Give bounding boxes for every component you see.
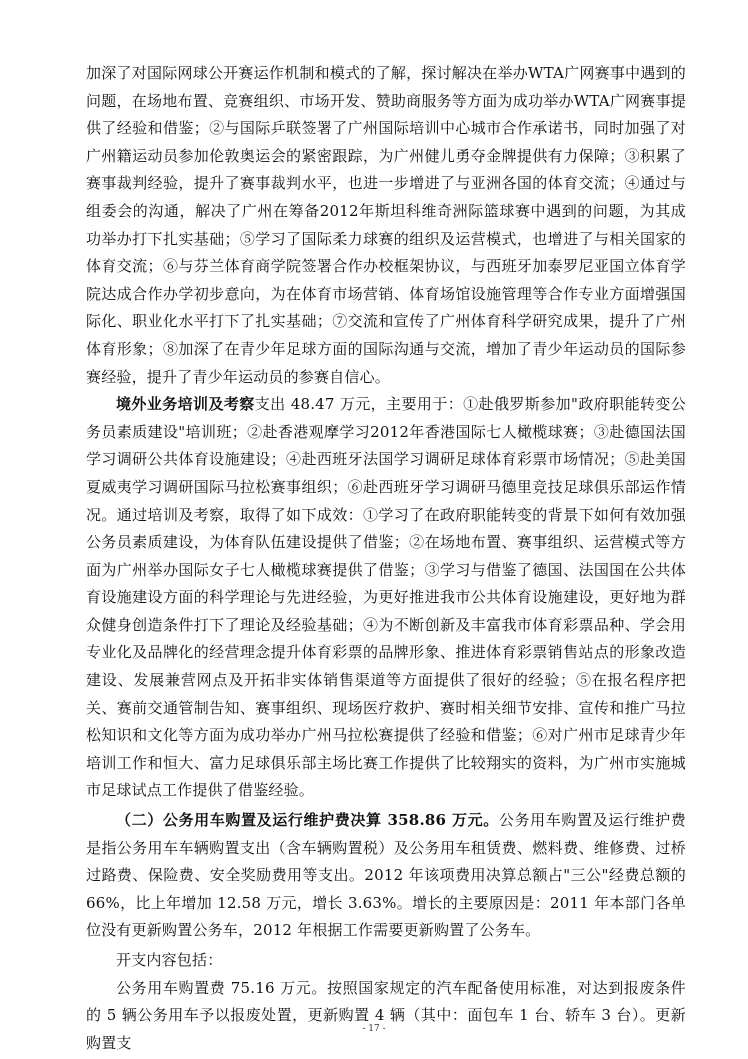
vehicle-costs-body: 公务用车购置及运行维护费是指公务用车车辆购置支出（含车辆购置税）及公务用车租赁费、燃料费、维修费、过桥过路费、保险费、安全奖励费用等支出。2012 年该项费用决算总额占"三公"经费总额的 66%，比上年增加 12.58 万元，增长 3.63%。增长的主要原因是：2011 年本部门各单位没有更新购置公务车，2012 年根据工作需要更新购置了公务车。 bbox=[86, 811, 686, 940]
paragraph-expense-items: 开支内容包括： bbox=[116, 951, 223, 969]
vehicle-costs-heading: （二）公务用车购置及运行维护费决算 358.86 万元。 bbox=[116, 811, 499, 830]
paragraph-vehicle-purchase: 公务用车购置费 75.16 万元。按照国家规定的汽车配备使用标准，对达到报废条件的 5 辆公务用车予以报废处置，更新购置 4 辆（其中：面包车 1 台、轿车 3 台）。更新购置支 bbox=[86, 978, 686, 1052]
document-body bbox=[86, 60, 686, 1057]
overseas-training-body: 支出 48.47 万元，主要用于：①赴俄罗斯参加"政府职能转变公务员素质建设"培训班；②赴香港观摩学习2012年香港国际七人橄榄球赛；③赴德国法国学习调研公共体育设施建设；④赴西班牙法国学习调研足球体育彩票市场情况；⑤赴美国夏威夷学习调研国际马拉松赛事组织；⑥赴西班牙学习调研马德里竞技足球俱乐部运作情况。通过培训及考察，取得了如下成效：①学习了在政府职能转变的背景下如何有效加强公务员素质建设，为体育队伍建设提供了借鉴；②在场地布置、赛事组织、运营模式等方面为广州举办国际女子七人橄榄球赛提供了借鉴；③学习与借鉴了德国、法国国在公共体育设施建设方面的科学理论与先进经验，为更好推进我市公共体育设施建设，更好地为群众健身创造条件打下了理论及经验基础；④为不断创新及丰富我市体育彩票品种、学会用专业化及品牌化的经营理念提升体育彩票的品牌形象、推进体育彩票销售站点的形象改造建设、发展兼营网点及开拓非实体销售渠道等方面提供了很好的经验；⑤在报名程序把关、赛前交通管制告知、赛事组织、现场医疗救护、赛时相关细节安排、宣传和推广马拉松知识和文化等方面为成功举办广州马拉松赛提供了经验和借鉴；⑥对广州市足球青少年培训工作和恒大、富力足球俱乐部主场比赛工作提供了比较翔实的资料，为广州市实施城市足球试点工作提供了借鉴经验。 bbox=[86, 395, 687, 800]
paragraph-vehicle-costs bbox=[86, 807, 686, 945]
overseas-training-heading: 境外业务培训及考察 bbox=[116, 395, 255, 414]
paragraph-overseas-training bbox=[86, 391, 686, 805]
paragraph-exchange-results: 加深了对国际网球公开赛运作机制和模式的了解，探讨解决在举办WTA广网赛事中遇到的问题，在场地布置、竞赛组织、市场开发、赞助商服务等方面为成功举办WTA广网赛事提供了经验和借鉴；②与国际乒联签署了广州国际培训中心城市合作承诺书，同时加强了对广州籍运动员参加伦敦奥运会的紧密跟踪，为广州健儿勇夺金牌提供有力保障；③积累了赛事裁判经验，提升了赛事裁判水平，也进一步增进了与亚洲各国的体育交流；④通过与组委会的沟通，解决了广州在筹备2012年斯坦科维奇洲际篮球赛中遇到的问题，为其成功举办打下扎实基础；⑤学习了国际柔力球赛的组织及运营模式，也增进了与相关国家的体育交流；⑥与芬兰体育商学院签署合作办校框架协议，与西班牙加泰罗尼亚国立体育学院达成合作办学初步意向，为在体育市场营销、体育场馆设施管理等合作专业方面增强国际化、职业化水平打下了扎实基础；⑦交流和宣传了广州体育科学研究成果，提升了广州体育形象；⑧加深了在青少年足球方面的国际沟通与交流，增加了青少年运动员的国际参赛经验，提升了青少年运动员的参赛自信心。 bbox=[86, 64, 686, 386]
page-number: - 17 - bbox=[362, 1024, 386, 1034]
